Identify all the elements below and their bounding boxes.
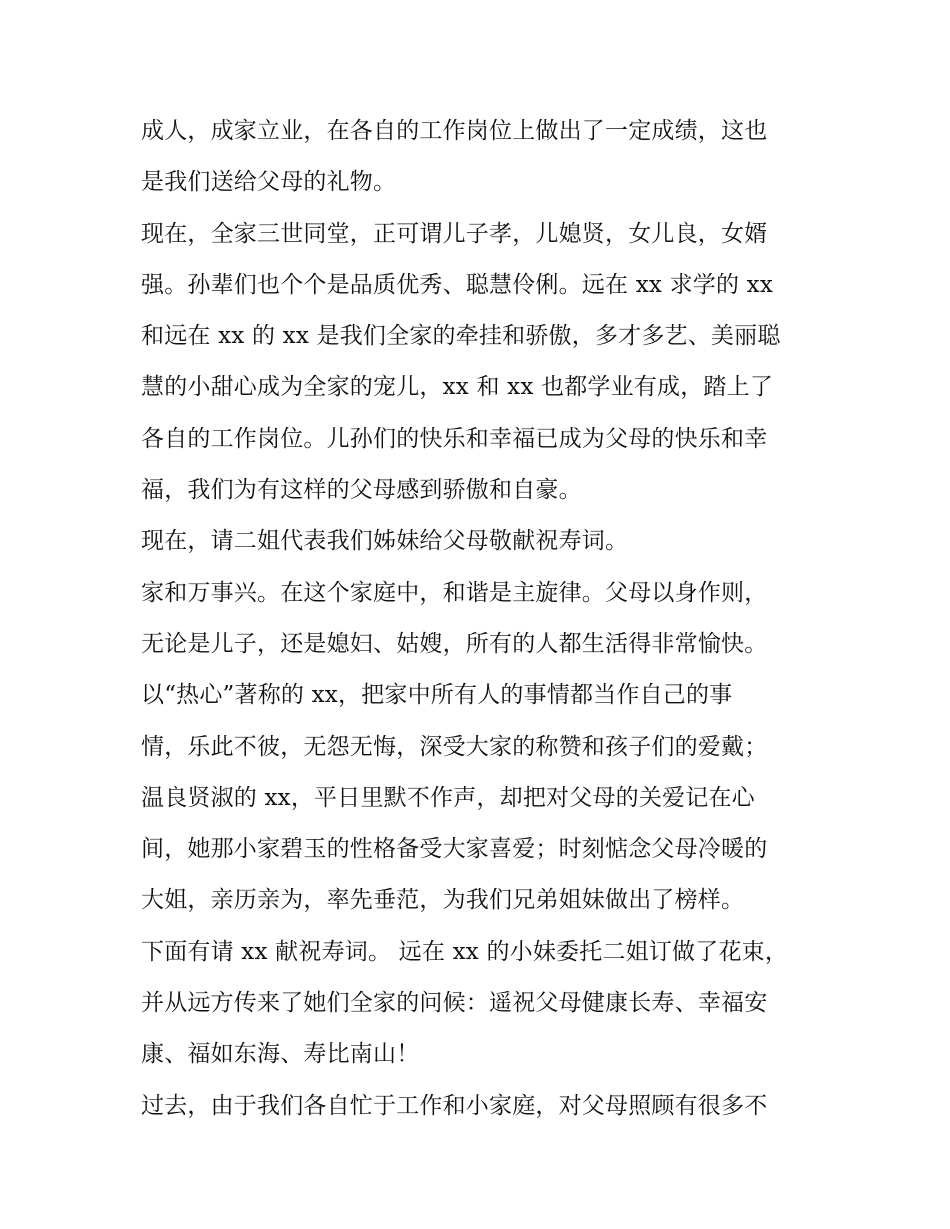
text-line: 是我们送给父母的礼物。 bbox=[141, 169, 397, 196]
text-line: 各自的工作岗位。儿孙们的快乐和幸福已成为父母的快乐和幸 bbox=[141, 425, 768, 452]
text-line: 福，我们为有这样的父母感到骄傲和自豪。 bbox=[141, 477, 582, 504]
text-line: 下面有请 xx 献祝寿词。 远在 xx 的小妹委托二姐订做了花束， bbox=[141, 938, 789, 965]
text-line: 现在，请二姐代表我们姊妹给父母敬献祝寿词。 bbox=[141, 528, 629, 555]
text-line: 情，乐此不彼，无怨无悔，深受大家的称赞和孩子们的爱戴； bbox=[141, 733, 768, 760]
text-line: 家和万事兴。在这个家庭中，和谐是主旋律。父母以身作则， bbox=[141, 579, 768, 606]
text-line: 并从远方传来了她们全家的问候：遥祝父母健康长寿、幸福安 bbox=[141, 990, 768, 1017]
text-line: 间，她那小家碧玉的性格备受大家喜爱；时刻惦念父母冷暖的 bbox=[141, 836, 768, 863]
text-line: 和远在 xx 的 xx 是我们全家的牵挂和骄傲，多才多艺、美丽聪 bbox=[141, 323, 781, 350]
text-line: 康、福如东海、寿比南山！ bbox=[141, 1041, 420, 1068]
text-line: 过去，由于我们各自忙于工作和小家庭，对父母照顾有很多不 bbox=[141, 1092, 768, 1119]
text-line: 现在，全家三世同堂，正可谓儿子孝，儿媳贤，女儿良，女婿 bbox=[141, 220, 768, 247]
text-line: 温良贤淑的 xx，平日里默不作声，却把对父母的关爱记在心 bbox=[141, 784, 755, 811]
document-body bbox=[141, 106, 821, 1132]
text-line: 慧的小甜心成为全家的宠儿，xx 和 xx 也都学业有成，踏上了 bbox=[141, 374, 774, 401]
text-line: 成人，成家立业，在各自的工作岗位上做出了一定成绩，这也 bbox=[141, 118, 768, 144]
text-line: 以“热心”著称的 xx，把家中所有人的事情都当作自己的事 bbox=[141, 682, 733, 709]
text-line: 强。孙辈们也个个是品质优秀、聪慧伶俐。远在 xx 求学的 xx bbox=[141, 271, 774, 298]
text-line: 大姐，亲历亲为，率先垂范，为我们兄弟姐妹做出了榜样。 bbox=[141, 887, 745, 914]
text-line: 无论是儿子，还是媳妇、姑嫂，所有的人都生活得非常愉快。 bbox=[141, 630, 768, 657]
